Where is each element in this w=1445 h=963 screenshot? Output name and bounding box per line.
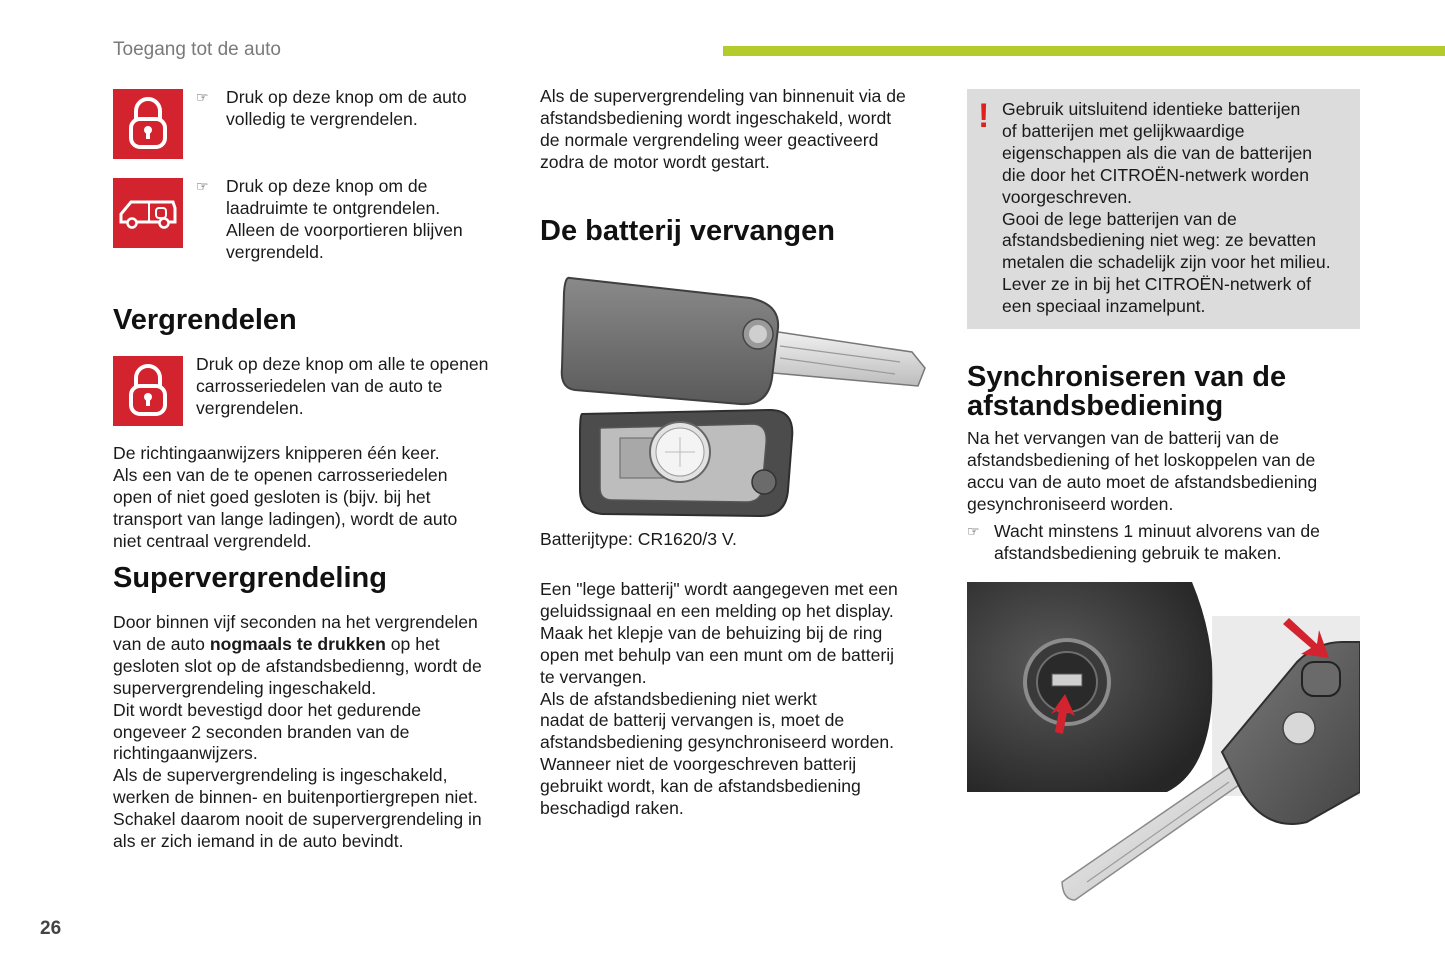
text-line: richtingaanwijzers.: [113, 743, 258, 764]
text-line: of batterijen met gelijkwaardige: [1002, 120, 1245, 141]
text-line: Een "lege batterij" wordt aangegeven met een: [540, 579, 898, 599]
heading-supervergrendeling: Supervergrendeling: [113, 562, 387, 594]
heading-line: Synchroniseren van de: [967, 361, 1287, 393]
battery-type: Batterijtype: CR1620/3 V.: [540, 529, 737, 549]
text-line: volledig te vergrendelen.: [226, 108, 418, 129]
text-line: Als een van de te openen carrosseriedelen: [113, 464, 448, 485]
text-line: afstandsbediening niet weg: ze bevatten: [1002, 230, 1316, 251]
text-line: laadruimte te ontgrendelen.: [226, 197, 441, 218]
text-line: Wanneer niet de voorgeschreven batterij: [540, 754, 857, 775]
text-line: vergrendeld.: [226, 241, 324, 262]
van-cargo-icon: [113, 178, 183, 248]
text-run: op het: [385, 633, 440, 654]
bullet-icon: ☞: [196, 178, 209, 194]
key-battery-illustration: [540, 268, 935, 523]
text-line: Gebruik uitsluitend identieke batterijen: [1002, 99, 1301, 119]
text-line: transport van lange ladingen), wordt de auto: [113, 508, 458, 529]
text-line: ongeveer 2 seconden branden van de: [113, 721, 410, 742]
text-line: vergrendelen.: [196, 397, 304, 418]
text-line: Maak het klepje van de behuizing bij de ring: [540, 622, 883, 643]
text-line: [113, 634, 513, 656]
text-line: die door het CITROËN-netwerk worden: [1002, 164, 1310, 185]
text-line: niet centraal vergrendeld.: [113, 530, 312, 551]
text-line: zodra de motor wordt gestart.: [540, 151, 770, 172]
text-line: supervergrendeling ingeschakeld.: [113, 677, 377, 698]
text-line: De richtingaanwijzers knipperen één keer.: [113, 443, 440, 463]
heading-vergrendelen: Vergrendelen: [113, 304, 297, 336]
bullet-lock-all: [196, 87, 506, 131]
text-line: Als de supervergrendeling van binnenuit via de: [540, 86, 906, 106]
vergrendelen-paragraph: [113, 443, 513, 553]
text-line: afstandsbediening gesynchroniseerd worden.: [540, 732, 895, 753]
heading-batterij-vervangen: De batterij vervangen: [540, 215, 835, 247]
bullet-wait: [967, 521, 1377, 565]
ignition-key-illustration: [967, 582, 1360, 912]
heading-synchroniseren: [967, 363, 1387, 421]
bullet-icon: ☞: [967, 523, 980, 539]
text-line: accu van de auto moet de afstandsbediening: [967, 471, 1318, 492]
text-line: geluidssignaal en een melding op het display.: [540, 600, 894, 621]
text-line: Door binnen vijf seconden na het vergrendelen: [113, 612, 478, 632]
text-line: carrosseriedelen van de auto te: [196, 375, 443, 396]
text-line: gebruikt wordt, kan de afstandsbediening: [540, 776, 861, 797]
text-line: metalen die schadelijk zijn voor het milieu.: [1002, 252, 1331, 273]
warning-text: [1002, 99, 1357, 318]
text-line: gesynchroniseerd worden.: [967, 493, 1174, 514]
bullet-cargo-unlock: [196, 176, 506, 264]
text-line: een speciaal inzamelpunt.: [1002, 296, 1206, 317]
text-line: de normale vergrendeling weer geactiveerd: [540, 129, 879, 150]
text-line: Gooi de lege batterijen van de: [1002, 208, 1237, 229]
text-line: afstandsbediening gebruik te maken.: [994, 542, 1282, 563]
text-line: open met behulp van een munt om de batterij: [540, 644, 895, 665]
text-line: Alleen de voorportieren blijven: [226, 219, 463, 240]
lock-all-description: [196, 354, 516, 420]
text-line: afstandsbediening of het loskoppelen van de: [967, 449, 1316, 470]
text-line: als er zich iemand in de auto bevindt.: [113, 831, 404, 852]
text-run: van de auto: [113, 633, 210, 654]
lock-button-icon: [113, 89, 183, 159]
battery-paragraph: [540, 579, 940, 820]
sync-paragraph: [967, 428, 1377, 516]
text-line: beschadigd raken.: [540, 798, 684, 819]
bullet-icon: ☞: [196, 89, 209, 105]
text-line: Druk op deze knop om de: [226, 176, 428, 196]
text-line: Lever ze in bij het CITROËN-netwerk of: [1002, 274, 1311, 295]
text-line: Als de afstandsbediening niet werkt: [540, 688, 817, 709]
lock-button-icon: [113, 356, 183, 426]
text-line: nadat de batterij vervangen is, moet de: [540, 710, 845, 731]
text-line: Wacht minstens 1 minuut alvorens van de: [994, 521, 1320, 541]
text-line: Dit wordt bevestigd door het gedurende: [113, 699, 422, 720]
text-line: afstandsbediening wordt ingeschakeld, wordt: [540, 107, 892, 128]
page-number: 26: [40, 918, 62, 939]
supervergrendeling-note: [540, 86, 940, 174]
text-line: werken de binnen- en buitenportiergrepen niet.: [113, 787, 478, 808]
text-line: te vervangen.: [540, 666, 647, 687]
header-accent-bar: [723, 46, 1445, 56]
heading-line: afstandsbediening: [967, 390, 1224, 422]
warning-icon: !: [978, 97, 990, 135]
emphasis-text: nogmaals te drukken: [209, 633, 386, 654]
text-line: Na het vervangen van de batterij van de: [967, 428, 1280, 448]
text-line: Druk op deze knop om de auto: [226, 87, 467, 107]
text-line: Schakel daarom nooit de supervergrendeling in: [113, 809, 482, 830]
section-title: Toegang tot de auto: [113, 39, 281, 60]
text-line: Als de supervergrendeling is ingeschakeld,: [113, 765, 448, 786]
text-line: Druk op deze knop om alle te openen: [196, 354, 489, 374]
text-line: open of niet goed gesloten is (bijv. bij het: [113, 486, 431, 507]
text-line: gesloten slot op de afstandsbedienng, wordt de: [113, 655, 482, 676]
text-line: eigenschappen als die van de batterijen: [1002, 142, 1313, 163]
warning-box: [967, 89, 1360, 329]
supervergrendeling-paragraph: [113, 612, 513, 853]
text-line: voorgeschreven.: [1002, 186, 1133, 207]
